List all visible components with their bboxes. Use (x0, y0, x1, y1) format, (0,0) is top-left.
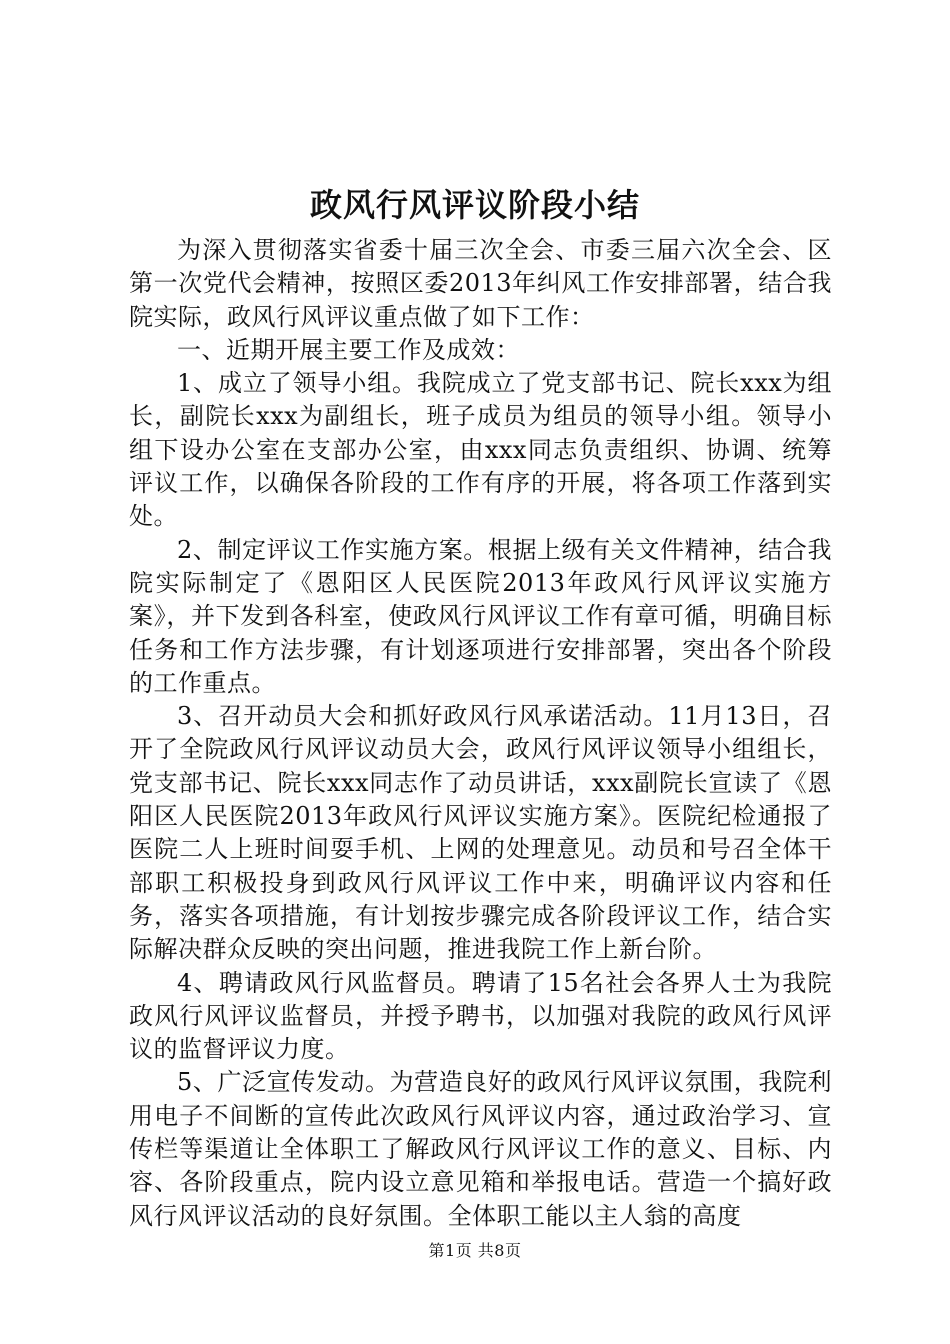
item-paragraph-3: 3、召开动员大会和抓好政风行风承诺活动。11月13日，召开了全院政风行风评议动员大会，政风行风评议领导小组组长，党支部书记、院长xxx同志作了动员讲话，xxx副院长宣读了《恩阳区人民医院2013年政风行风评议实施方案》。医院纪检通报了医院二人上班时间耍手机、上网的处理意见。动员和号召全体干部职工积极投身到政风行风评议工作中来，明确评议内容和任务，落实各项措施，有计划按步骤完成各阶段评议工作，结合实际解决群众反映的突出问题，推进我院工作上新台阶。 (129, 702, 832, 964)
document-body (129, 234, 832, 1233)
item-paragraph-4: 4、聘请政风行风监督员。聘请了15名社会各界人士为我院政风行风评议监督员，并授予聘书，以加强对我院的政风行风评议的监督评议力度。 (129, 968, 832, 1064)
item-paragraph-1: 1、成立了领导小组。我院成立了党支部书记、院长xxx为组长，副院长xxx为副组长，班子成员为组员的领导小组。领导小组下设办公室在支部办公室，由xxx同志负责组织、协调、统筹评议工作，以确保各阶段的工作有序的开展，将各项工作落到实处。 (129, 369, 832, 531)
intro-paragraph: 为深入贯彻落实省委十届三次全会、市委三届六次全会、区第一次党代会精神，按照区委2013年纠风工作安排部署，结合我院实际，政风行风评议重点做了如下工作： (129, 236, 832, 331)
item-paragraph-2: 2、制定评议工作实施方案。根据上级有关文件精神，结合我院实际制定了《恩阳区人民医院2013年政风行风评议实施方案》，并下发到各科室，使政风行风评议工作有章可循，明确目标任务和工作方法步骤，有计划逐项进行安排部署，突出各个阶段的工作重点。 (129, 535, 832, 697)
page-number: 第1页 共8页 (428, 1241, 522, 1260)
document-title: 政风行风评议阶段小结 (309, 186, 640, 224)
item-paragraph-5: 5、广泛宣传发动。为营造良好的政风行风评议氛围，我院利用电子不间断的宣传此次政风行风评议内容，通过政治学习、宣传栏等渠道让全体职工了解政风行风评议工作的意义、目标、内容、各阶段重点，院内设立意见箱和举报电话。营造一个搞好政风行风评议活动的良好氛围。全体职工能以主人翁的高度 (129, 1068, 832, 1230)
section-heading: 一、近期开展主要工作及成效： (177, 335, 520, 364)
